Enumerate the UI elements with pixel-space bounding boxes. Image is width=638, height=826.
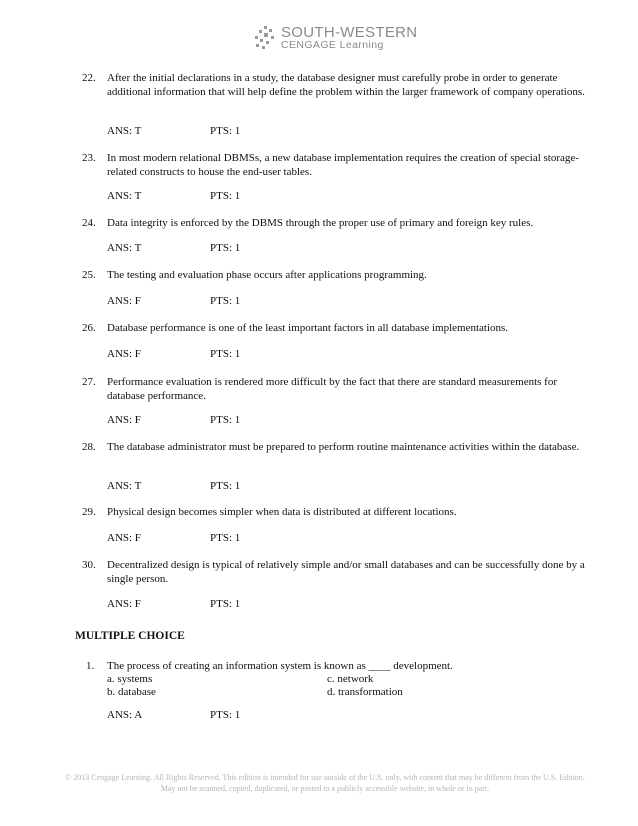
question-text: The database administrator must be prepared to perform routine maintenance activities within the database. xyxy=(107,441,580,453)
logo-text-cengage: CENGAGE Learning xyxy=(281,39,384,51)
question-text: Performance evaluation is rendered more difficult by the fact that there are standard measurements for database performance. xyxy=(107,376,557,402)
points-value: PTS: 1 xyxy=(210,598,241,610)
question-text: In most modern relational DBMSs, a new database implementation requires the creation of special storage-related constructs to house the end-user tables. xyxy=(107,152,579,178)
answer-line xyxy=(107,413,241,427)
section-heading: MULTIPLE CHOICE xyxy=(75,630,185,642)
points-value: PTS: 1 xyxy=(210,242,241,254)
question-text: Physical design becomes simpler when data is distributed at different locations. xyxy=(107,506,457,518)
question-number: 30. xyxy=(82,559,96,571)
answer-line xyxy=(107,294,241,308)
answer-value: ANS: T xyxy=(107,125,142,137)
option-c: c. network xyxy=(327,673,374,685)
question-number: 26. xyxy=(82,322,96,334)
points-value: PTS: 1 xyxy=(210,414,241,426)
publisher-logo xyxy=(252,24,418,55)
question-number: 24. xyxy=(82,217,96,229)
question-number: 29. xyxy=(82,506,96,518)
answer-line xyxy=(107,189,241,203)
copyright-footer: © 2013 Cengage Learning. All Rights Reserved. This edition is intended for use outside of the U.S. only, with content that may be different from the U.S. Edition. May not be scanned, copied, duplicated, or posted to a publicly accessible website, in whole or in part. xyxy=(65,773,585,793)
answer-line xyxy=(107,479,241,493)
answer-line xyxy=(107,347,241,361)
points-value: PTS: 1 xyxy=(210,480,241,492)
answer-value: ANS: T xyxy=(107,242,142,254)
points-value: PTS: 1 xyxy=(210,125,241,137)
answer-value: ANS: F xyxy=(107,348,141,360)
question-number: 22. xyxy=(82,72,96,84)
answer-line xyxy=(107,708,241,722)
question-text: Database performance is one of the least important factors in all database implementations. xyxy=(107,322,509,334)
question-text: Data integrity is enforced by the DBMS through the proper use of primary and foreign key rules. xyxy=(107,217,534,229)
answer-value: ANS: F xyxy=(107,532,141,544)
answer-line xyxy=(107,241,241,255)
question-number: 28. xyxy=(82,441,96,453)
logo-text-south-western: SOUTH-WESTERN xyxy=(281,24,418,41)
option-b: b. database xyxy=(107,686,156,698)
question-number: 25. xyxy=(82,269,96,281)
question-text: Decentralized design is typical of relatively simple and/or small databases and can be successfully done by a single person. xyxy=(107,559,585,585)
answer-value: ANS: F xyxy=(107,598,141,610)
answer-line xyxy=(107,531,241,545)
question-number: 27. xyxy=(82,376,96,388)
answer-value: ANS: T xyxy=(107,190,142,202)
answer-value: ANS: T xyxy=(107,480,142,492)
points-value: PTS: 1 xyxy=(210,532,241,544)
question-number: 23. xyxy=(82,152,96,164)
cengage-logo-icon xyxy=(252,25,278,51)
points-value: PTS: 1 xyxy=(210,348,241,360)
option-d: d. transformation xyxy=(327,686,403,698)
answer-line xyxy=(107,597,241,611)
question-text: After the initial declarations in a study, the database designer must carefully probe in order to generate additional information that will help define the problem within the larger framework of company operations. xyxy=(107,72,585,98)
points-value: PTS: 1 xyxy=(210,295,241,307)
question-text: The testing and evaluation phase occurs after applications programming. xyxy=(107,269,427,281)
points-value: PTS: 1 xyxy=(210,709,241,721)
option-a: a. systems xyxy=(107,673,153,685)
question-number: 1. xyxy=(86,660,95,672)
answer-line xyxy=(107,124,241,138)
answer-value: ANS: A xyxy=(107,709,143,721)
answer-value: ANS: F xyxy=(107,295,141,307)
question-text: The process of creating an information system is known as ____ development. xyxy=(107,660,453,672)
points-value: PTS: 1 xyxy=(210,190,241,202)
answer-value: ANS: F xyxy=(107,414,141,426)
